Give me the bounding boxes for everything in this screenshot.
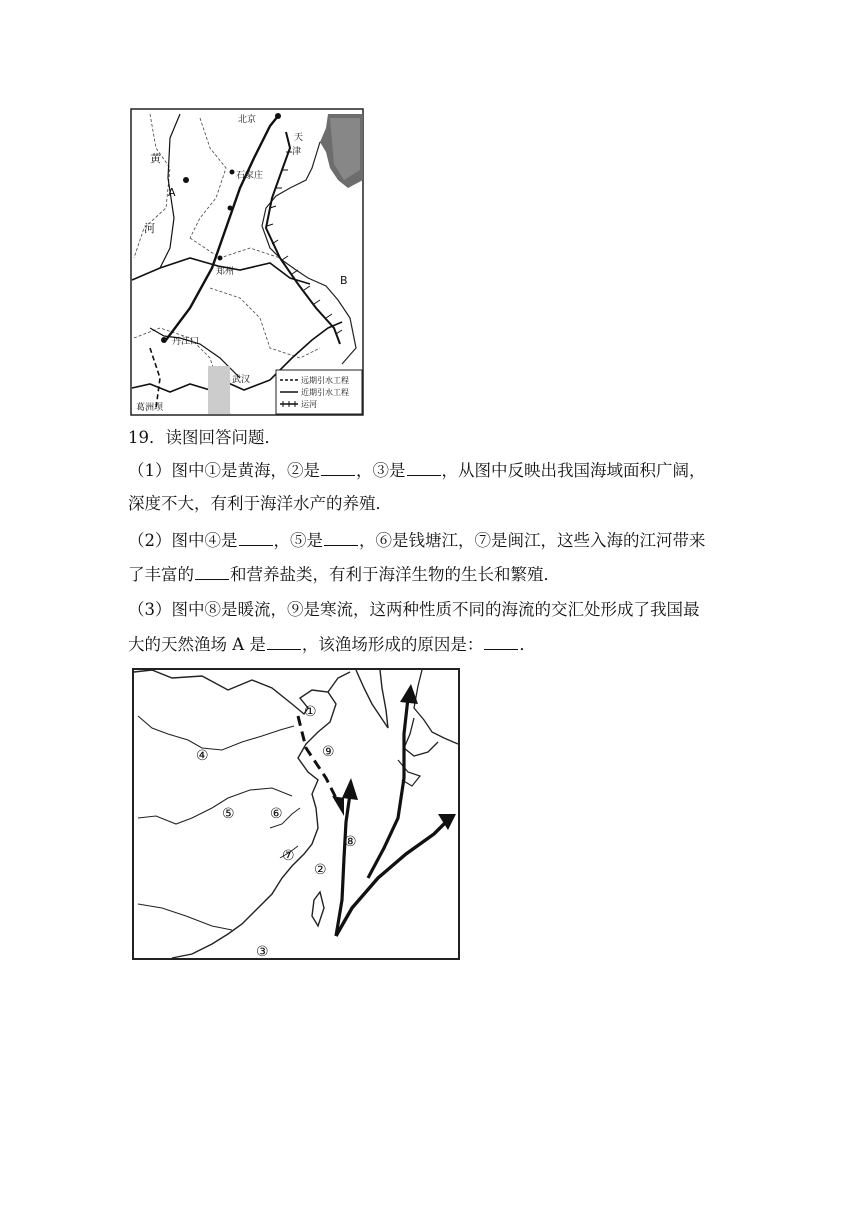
label-jin: 津 [292, 147, 302, 157]
legend-near-term: 近期引水工程 [301, 388, 349, 397]
label-1: ① [304, 704, 317, 720]
answer-blank-4[interactable] [324, 530, 358, 546]
answer-blank-6[interactable] [267, 634, 301, 650]
legend-far-term: 远期引水工程 [301, 376, 349, 385]
label-7: ⑦ [282, 848, 295, 864]
answer-blank-7[interactable] [484, 634, 518, 650]
label-3: ③ [256, 944, 269, 960]
label-B: B [340, 274, 348, 287]
question-part2-line1: （2）图中④是 ，⑤是 ，⑥是钱塘江，⑦是闽江，这些入海的江河带来 [128, 531, 706, 550]
question-title: 19．读图回答问题． [128, 428, 281, 447]
question-part3-line2: 大的天然渔场 A 是 ，该渔场形成的原因是： ． [128, 635, 536, 654]
label-danjiangkou: 丹江口 [172, 337, 200, 347]
label-wuhan: 武汉 [232, 375, 251, 385]
question-part3-line1: （3）图中⑧是暖流，⑨是寒流，这两种性质不同的海流的交汇处形成了我国最 [128, 600, 700, 619]
label-6: ⑥ [270, 806, 283, 822]
label-5: ⑤ [222, 806, 235, 822]
question-part2-line2: 了丰富的 和营养盐类，有利于海洋生物的生长和繁殖． [128, 565, 560, 584]
answer-blank-2[interactable] [407, 460, 441, 476]
label-beijing: 北京 [238, 115, 257, 125]
answer-blank-3[interactable] [239, 530, 273, 546]
question-part1-line1: （1）图中①是黄海，②是 ，③是 ，从图中反映出我国海域面积广阔， [128, 461, 706, 480]
label-shijiazhuang: 石家庄 [236, 171, 264, 181]
label-he: 河 [144, 222, 155, 235]
answer-blank-5[interactable] [195, 564, 229, 580]
label-A: A [168, 186, 176, 199]
label-tian: 天 [294, 133, 304, 143]
answer-blank-1[interactable] [321, 460, 355, 476]
label-zhengzhou: 郑州 [216, 267, 235, 277]
label-8: ⑧ [344, 834, 357, 850]
china-seas-currents-map [132, 668, 460, 960]
label-9: ⑨ [322, 744, 335, 760]
water-diversion-map [130, 108, 364, 416]
label-gezhouba: 葛洲坝 [136, 403, 164, 413]
legend-canal: 运河 [301, 400, 317, 409]
label-2: ② [314, 862, 327, 878]
question-part1-line2: 深度不大，有利于海洋水产的养殖． [128, 494, 392, 513]
label-4: ④ [196, 748, 209, 764]
label-huang: 黄 [150, 152, 161, 165]
